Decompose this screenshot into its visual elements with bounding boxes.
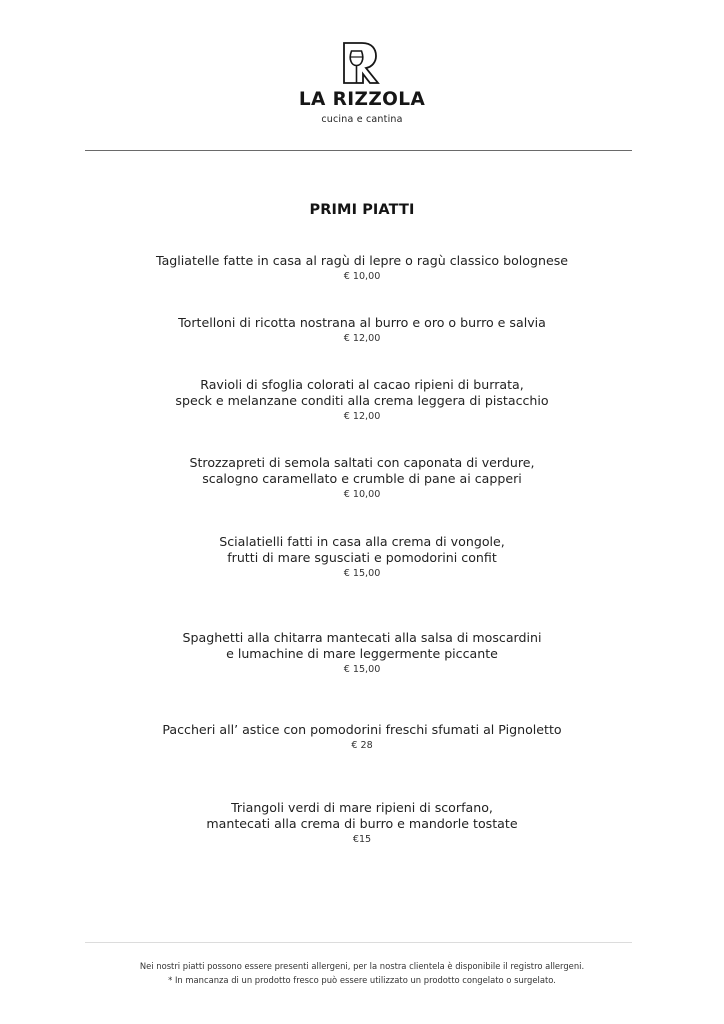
dish-description: Spaghetti alla chitarra mantecati alla salsa di moscardini: [182, 630, 542, 645]
dish-description: Scialatielli fatti in casa alla crema di vongole,: [219, 534, 505, 549]
dish-description: Strozzapreti di semola saltati con caponata di verdure,: [189, 455, 535, 470]
dish-description: e lumachine di mare leggermente piccante: [226, 646, 498, 661]
menu-item: [0, 630, 724, 677]
footer-notes: [0, 959, 724, 987]
dish-price: € 15,00: [343, 664, 381, 675]
dish-description: Ravioli di sfoglia colorati al cacao ripieni di burrata,: [200, 377, 524, 392]
dish-description: frutti di mare sgusciati e pomodorini confit: [227, 550, 497, 565]
section-title: PRIMI PIATTI: [309, 202, 415, 218]
dish-description: Paccheri all’ astice con pomodorini freschi sfumati al Pignoletto: [162, 722, 562, 737]
dish-description: speck e melanzane conditi alla crema leggera di pistacchio: [175, 393, 549, 408]
dish-price: € 10,00: [343, 489, 381, 500]
dish-price: € 10,00: [343, 271, 381, 282]
menu-item: [0, 377, 724, 424]
dish-description: Triangoli verdi di mare ripieni di scorfano,: [231, 800, 493, 815]
frozen-product-notice: * In mancanza di un prodotto fresco può essere utilizzato un prodotto congelato o surgelato.: [168, 975, 556, 985]
dish-description: Tagliatelle fatte in casa al ragù di lepre o ragù classico bolognese: [155, 253, 569, 268]
dish-description: scalogno caramellato e crumble di pane ai capperi: [202, 471, 522, 486]
r-wine-glass-monogram-icon: [342, 41, 380, 85]
dish-description: Tortelloni di ricotta nostrana al burro e oro o burro e salvia: [178, 315, 546, 330]
dish-description: mantecati alla crema di burro e mandorle tostate: [206, 816, 518, 831]
brand-tagline: cucina e cantina: [321, 114, 403, 125]
menu-item: [0, 315, 724, 346]
menu-item: [0, 455, 724, 502]
dish-price: € 12,00: [343, 333, 381, 344]
dish-price: €15: [352, 834, 372, 845]
dish-price: € 15,00: [343, 568, 381, 579]
menu-item: [0, 722, 724, 753]
menu-item: [0, 534, 724, 581]
header-divider: [85, 150, 632, 151]
dish-price: € 28: [351, 740, 373, 751]
allergen-notice: Nei nostri piatti possono essere presenti allergeni, per la nostra clientela è disponibile il registro allergeni.: [139, 961, 585, 971]
menu-item: [0, 253, 724, 284]
menu-item: [0, 800, 724, 847]
dish-price: € 12,00: [343, 411, 381, 422]
brand-name: LA RIZZOLA: [298, 89, 426, 110]
footer-divider: [85, 942, 632, 943]
